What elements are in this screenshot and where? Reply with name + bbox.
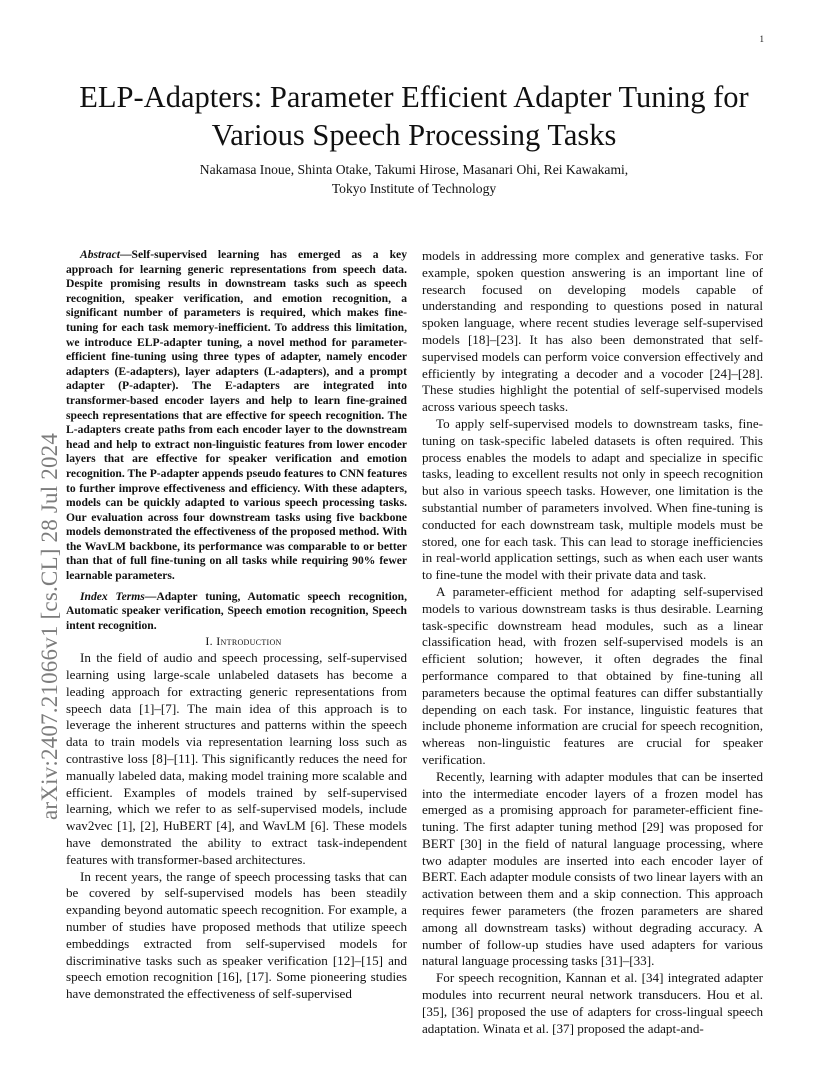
index-terms-text: —Adapter tuning, Automatic speech recognition, Automatic speaker verification, Speech emotion recognition, Speech intent recognition. <box>66 589 407 632</box>
page-number: 1 <box>759 34 764 44</box>
left-column <box>66 248 407 1003</box>
abstract-text: —Self-supervised learning has emerged as a key approach for learning generic representations from speech data. Despite promising results in downstream tasks such as speech recognition, speaker verification, and emotion recognition, a significant number of parameters is required, which makes fine-tuning for each task memory-inefficient. To address this limitation, we introduce ELP-adapter tuning, a novel method for parameter-efficient fine-tuning using three types of adapter, namely encoder adapters (E-adapters), layer adapters (L-adapters), and a prompt adapter (P-adapter). The E-adapters are integrated into transformer-based encoder layers and help to learn fine-grained speech representations that are effective for speech recognition. The L-adapters create paths from each encoder layer to the downstream head and help to extract non-linguistic features from lower encoder layers that are effective for speaker verification and emotion recognition. The P-adapter appends pseudo features to CNN features to further improve effectiveness and efficiency. With these adapters, models can be quickly adapted to various speech processing tasks. Our evaluation across four downstream tasks using five backbone models demonstrated the effectiveness of the proposed method. With the WavLM backbone, its performance was comparable to or better than that of full fine-tuning on all tasks while requiring 90% fewer learnable parameters. <box>66 248 407 583</box>
index-terms-label: Index Terms <box>80 589 145 603</box>
paragraph: Recently, learning with adapter modules that can be inserted into the intermediate encoder layers of a frozen model has emerged as a promising approach for parameter-efficient fine-tuning. The first adapter tuning method [29] was proposed for BERT [30] in the field of natural language processing, where two adapter modules are inserted into each encoder layer of BERT. Each adapter module consists of two linear layers with an activation between them and a skip connection. This approach requires fewer parameters (the frozen parameters are shared among all downstream tasks) without degrading accuracy. A number of follow-up studies have used adapters for various natural language processing tasks [31]–[33]. <box>422 768 763 969</box>
paragraph: models in addressing more complex and generative tasks. For example, spoken question answering is an important line of research focused on developing models capable of understanding and responding to questions posed in natural spoken language, where recent studies leverage self-supervised models [18]–[23]. It has also been demonstrated that self-supervised models can perform voice conversion effectively and efficiently by integrating a decoder and a vocoder [24]–[28]. These studies highlight the potential of self-supervised models across various speech tasks. <box>422 248 763 415</box>
right-column <box>422 248 763 1037</box>
arxiv-identifier-stamp[interactable]: arXiv:2407.21066v1 [cs.CL] 28 Jul 2024 <box>37 432 62 820</box>
paragraph: For speech recognition, Kannan et al. [34] integrated adapter modules into recurrent neural network transducers. Hou et al. [35], [36] proposed the use of adapters for cross-lingual speech adaptation. Winata et al. [37] proposed the adapt-and- <box>422 970 763 1036</box>
paragraph: In recent years, the range of speech processing tasks that can be covered by self-supervised models has been steadily expanding beyond automatic speech recognition. For example, a number of studies have proposed methods that utilize speech embeddings extracted from self-supervised models for discriminative tasks such as speaker verification [12]–[15] and speech emotion recognition [16], [17]. Some pioneering studies have demonstrated the effectiveness of self-supervised <box>66 868 407 1002</box>
paragraph: To apply self-supervised models to downstream tasks, fine-tuning on task-specific labeled datasets is often required. This process enables the models to adapt and specialize in specific tasks, leading to excellent results not only in speech recognition but also in various speech tasks. However, one limitation is the substantial number of parameters involved. When fine-tuning is conducted for each downstream task, multiple models must be stored, one for each task. This can lead to storage inefficiencies in real-world application settings, such as when each user wants to fine-tune the model with their private data and task. <box>422 415 763 583</box>
index-terms <box>66 590 407 634</box>
paper-title: ELP-Adapters: Parameter Efficient Adapter Tuning for Various Speech Processing Tasks <box>79 80 749 152</box>
abstract-label: Abstract <box>80 248 120 261</box>
author-list: Nakamasa Inoue, Shinta Otake, Takumi Hirose, Masanari Ohi, Rei Kawakami, <box>199 162 629 177</box>
author-block <box>50 160 778 198</box>
section-heading-introduction <box>66 633 407 650</box>
abstract <box>66 248 407 584</box>
paragraph: In the field of audio and speech processing, self-supervised learning using large-scale unlabeled datasets has become a leading approach for extracting generic representations from speech data [1]–[7]. The main idea of this approach is to leverage the inherent structures and patterns within the speech data to train models via representation learning loss such as contrastive loss [8]–[11]. This significantly reduces the need for manually labeled data, making model training more scalable and efficient. Examples of models trained by self-supervised learning, which we refer to as self-supervised models, include wav2vec [1], [2], HuBERT [4], and WavLM [6]. These models have demonstrated the ability to extract task-independent features with transformer-based architectures. <box>66 650 407 867</box>
affiliation: Tokyo Institute of Technology <box>331 181 497 196</box>
section-title: Introduction <box>216 634 282 649</box>
section-number: I. <box>205 634 217 649</box>
paragraph: A parameter-efficient method for adapting self-supervised models to various downstream tasks is thus desirable. Learning task-specific downstream head modules, such as a linear classification head, with frozen self-supervised models is an efficient solution; however, it often degrades the final performance compared to that obtained by fine-tuning all parameters because the optimal features can differ substantially depending on each task. For instance, linguistic features that include phoneme information are crucial for speech recognition, whereas non-linguistic features are crucial for speaker verification. <box>422 583 763 767</box>
